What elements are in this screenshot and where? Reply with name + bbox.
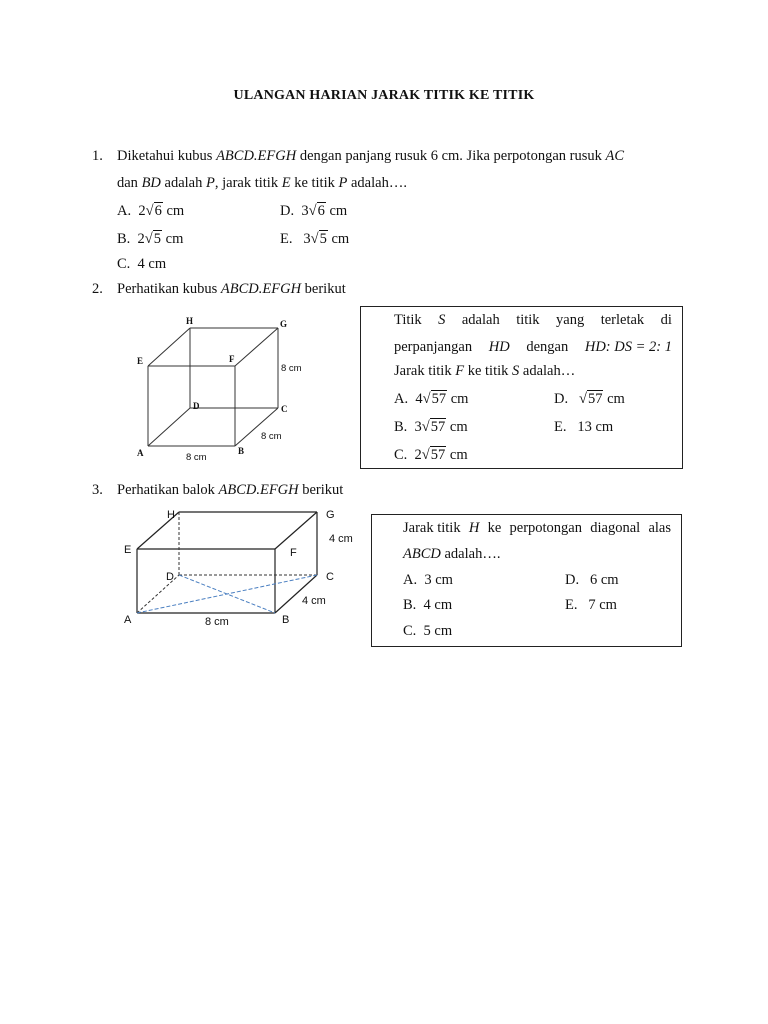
edge-eh [148,328,190,366]
q3-option-b[interactable]: B. 4 cm [403,597,453,613]
q3-box-line-1: Jarak titik H ke perpotongan diagonal alas [403,520,671,536]
label-c: C [281,404,288,414]
label-g: G [326,509,335,521]
q3-option-a[interactable]: A. 3 cm [403,572,453,588]
label-g: G [280,319,288,329]
q1-option-d[interactable]: D. 3√6 cm [280,203,348,219]
q3-option-c[interactable]: C. 5 cm [403,623,453,639]
q2-intro: Perhatikan kubus ABCD.EFGH berikut [117,281,346,297]
dim-depth: 4 cm [302,595,326,607]
label-h: H [186,316,194,326]
diagonal-bd [179,575,275,613]
label-d: D [193,401,200,411]
edge-ad [148,408,190,446]
q1-option-b[interactable]: B. 2√5 cm [117,231,184,247]
dim-right: 8 cm [281,363,302,374]
q2-option-e[interactable]: E. 13 cm [554,419,614,435]
q2-box-line-1: Titik S adalah titik yang terletak di [394,312,672,328]
label-b: B [282,614,290,626]
label-h: H [167,509,175,521]
label-e: E [137,356,144,366]
page-title: ULANGAN HARIAN JARAK TITIK KE TITIK [233,88,535,103]
q3-box-line-2: ABCD adalah…. [403,546,501,562]
label-b: B [238,446,245,456]
q2-box-line-2: perpanjangan HD dengan HD: DS = 2: 1 [394,339,672,355]
dim-depth: 8 cm [261,431,282,442]
q2-option-d[interactable]: D. √57 cm [554,391,625,407]
q3-number: 3. [92,482,103,498]
dim-bottom: 8 cm [205,616,229,628]
label-d: D [166,571,174,583]
q3-intro: Perhatikan balok ABCD.EFGH berikut [117,482,344,498]
q2-option-b[interactable]: B. 3√57 cm [394,419,468,435]
edge-fg [275,512,317,549]
q2-cube-figure [120,308,320,468]
q1-option-a[interactable]: A. 2√6 cm [117,203,185,219]
edge-bc [275,575,317,613]
label-e: E [124,544,132,556]
q2-option-a[interactable]: A. 4√57 cm [394,391,469,407]
q3-option-e[interactable]: E. 7 cm [565,597,617,613]
q2-number: 2. [92,281,103,297]
dim-bottom: 8 cm [186,452,207,463]
label-c: C [326,571,334,583]
q2-option-c[interactable]: C. 2√57 cm [394,447,468,463]
q3-cuboid-figure [115,503,365,631]
q2-box-line-3: Jarak titik F ke titik S adalah… [394,363,576,379]
q1-number: 1. [92,148,103,164]
label-f: F [229,354,235,364]
label-f: F [290,547,297,559]
label-a: A [124,614,132,626]
q1-option-c[interactable]: C. 4 cm [117,256,167,272]
q1-line-1: Diketahui kubus ABCD.EFGH dengan panjang rusuk 6 cm. Jika perpotongan rusuk AC [117,148,625,164]
edge-fg [235,328,278,366]
label-a: A [137,448,144,458]
q1-line-2: dan BD adalah P, jarak titik E ke titik P adalah…. [117,175,407,191]
q3-option-d[interactable]: D. 6 cm [565,572,619,588]
q1-option-e[interactable]: E. 3√5 cm [280,231,350,247]
dim-right: 4 cm [329,533,353,545]
